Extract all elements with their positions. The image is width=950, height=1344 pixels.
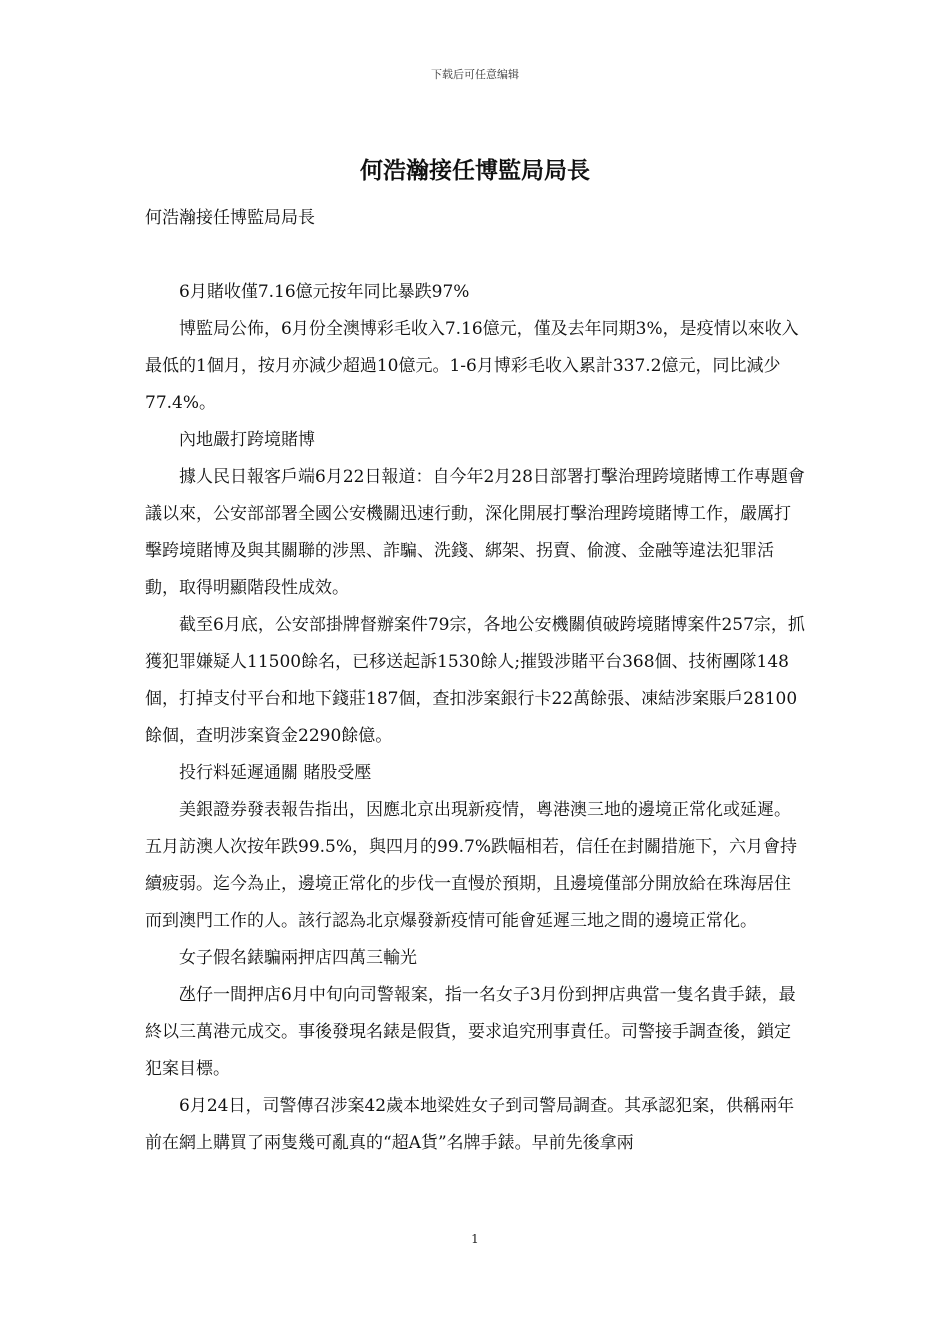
- section-heading-border-delay: 投行料延遲通關 賭股受壓: [179, 763, 372, 783]
- page-number: 1: [471, 1232, 479, 1246]
- paragraph-suspect-investigation: 6月24日，司警傳召涉案42歲本地梁姓女子到司警局調查。其承認犯案，供稱兩年前在網上購買了兩隻幾可亂真的“超A貨”名牌手錶。早前先後拿兩: [145, 1096, 795, 1153]
- section-heading-fake-watch: 女子假名錶騙兩押店四萬三輸光: [179, 948, 417, 968]
- paragraph-pawnshop-report: 氹仔一間押店6月中旬向司警報案，指一名女子3月份到押店典當一隻名貴手錶，最終以三萬港元成交。事後發現名錶是假貨，要求追究刑事責任。司警接手調查後，鎖定犯案目標。: [145, 985, 796, 1079]
- section-heading-gaming-revenue: 6月賭收僅7.16億元按年同比暴跌97%: [179, 282, 470, 302]
- section-heading-cross-border-gambling: 內地嚴打跨境賭博: [179, 430, 315, 450]
- header-note: 下载后可任意编辑: [431, 68, 519, 81]
- document-subtitle: 何浩瀚接任博監局局長: [145, 208, 315, 228]
- paragraph-bank-report: 美銀證券發表報告指出，因應北京出現新疫情，粵港澳三地的邊境正常化或延遲。五月訪澳人次按年跌99.5%，與四月的99.7%跌幅相若，信任在封關措施下，六月會持續疲弱。迄今為止，邊境正常化的步伐一直慢於預期，且邊境僅部分開放給在珠海居住而到澳門工作的人。該行認為北京爆發新疫情可能會延遲三地之間的邊境正常化。: [145, 800, 798, 931]
- paragraph-crackdown-report: 據人民日報客戶端6月22日報道：自今年2月28日部署打擊治理跨境賭博工作專題會議以來，公安部部署全國公安機關迅速行動，深化開展打擊治理跨境賭博工作，嚴厲打擊跨境賭博及與其關聯的涉黑、詐騙、洗錢、綁架、拐賣、偷渡、金融等違法犯罪活動，取得明顯階段性成效。: [145, 467, 805, 598]
- paragraph-case-statistics: 截至6月底，公安部掛牌督辦案件79宗，各地公安機關偵破跨境賭博案件257宗，抓獲犯罪嫌疑人11500餘名，已移送起訴1530餘人;摧毀涉賭平台368個、技術團隊148個，打掉支付平台和地下錢莊187個，查扣涉案銀行卡22萬餘張、凍結涉案賬戶28100餘個，查明涉案資金2290餘億。: [145, 615, 805, 746]
- document-body: [145, 200, 807, 1162]
- document-title: 何浩瀚接任博監局局長: [360, 158, 590, 184]
- paragraph-gaming-revenue: 博監局公佈，6月份全澳博彩毛收入7.16億元，僅及去年同期3%，是疫情以來收入最低的1個月，按月亦減少超過10億元。1-6月博彩毛收入累計337.2億元，同比減少77.4%。: [145, 319, 799, 413]
